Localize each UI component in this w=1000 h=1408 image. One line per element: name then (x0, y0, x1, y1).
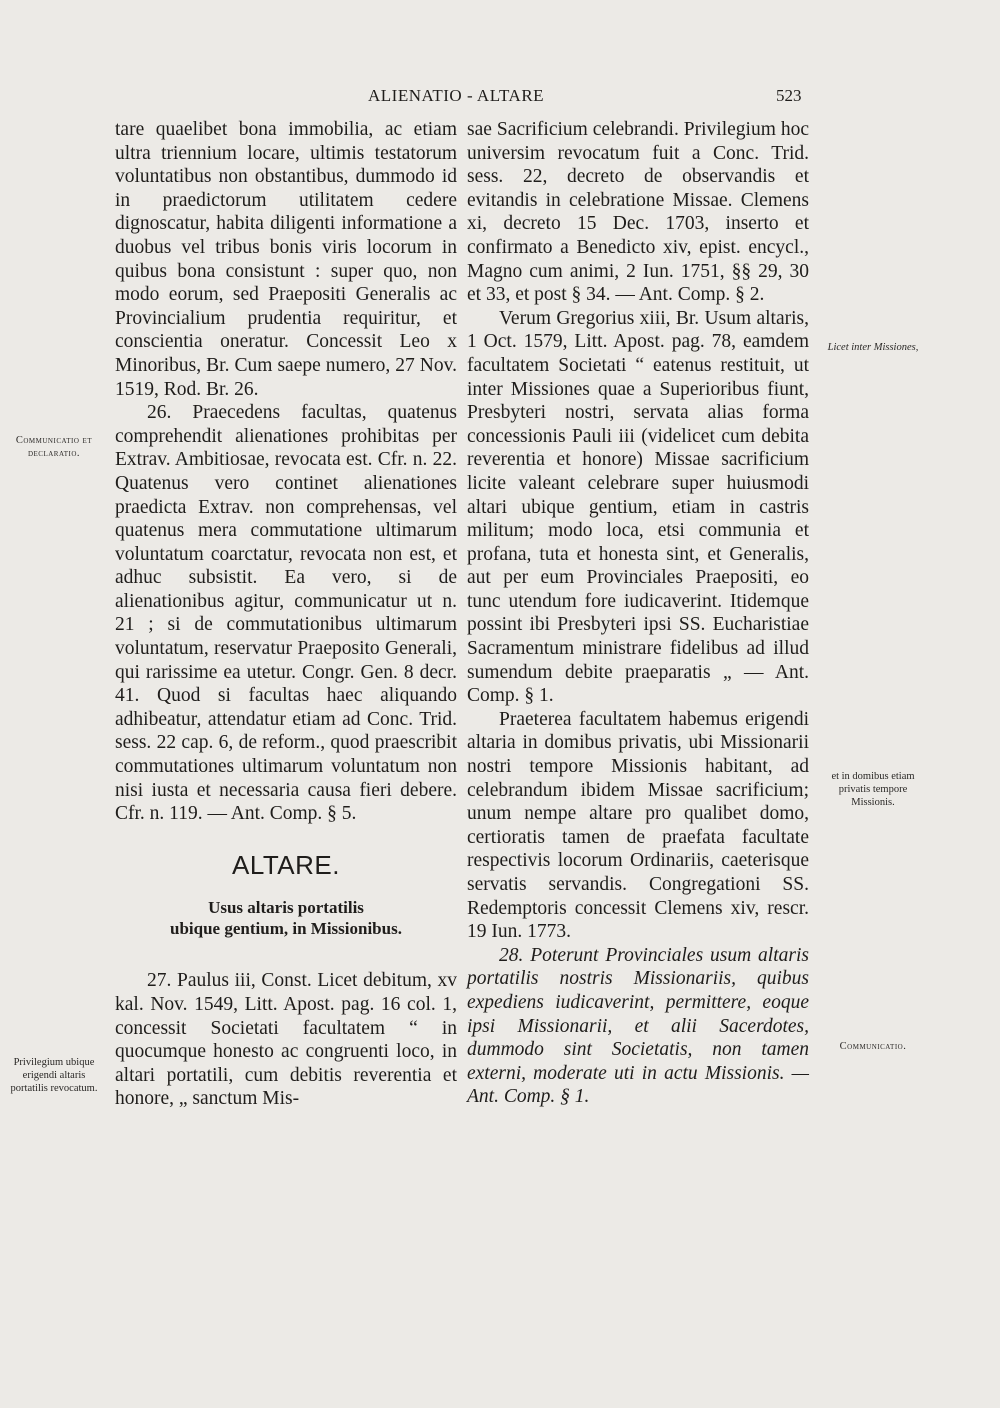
margin-note-left-1: Communicatio et declaratio. (15, 435, 93, 459)
margin-note-left-2: Privilegium ubique erigendi altaris portatilis revocatum. (10, 1057, 98, 1094)
margin-note-right-2: et in domibus etiam privatis tempore Missionis. (831, 771, 915, 808)
section-subheading (115, 897, 457, 939)
subheading-line-1: Usus altaris portatilis (208, 898, 364, 918)
right-paragraph-1: sae Sacrificium celebrandi. Privilegium hoc universim revocatum fuit a Conc. Trid. sess. 22, decreto de observandis et evitandis in celebratione Missae. Clemens xi, decreto 15 Dec. 1703, inserto et confirmato a Benedicto xiv, epist. encycl., Magno cum animi, 2 Iun. 1751, §§ 29, 30 et 33, et post § 34. — Ant. Comp. § 2. (467, 119, 809, 306)
left-column (115, 118, 457, 1111)
margin-note-right-3: Communicatio. (839, 1041, 907, 1052)
left-paragraph-2: 26. Praecedens facultas, quatenus comprehendit alienationes prohibitas per Extrav. Ambitiosae, revocata est. Cfr. n. 22. Quatenus vero continet alienationes praedicta Extrav. non comprehensas, vel quatenus mera commutatione ultimarum voluntatum coarctatur, revocata non est, et adhuc subsistit. Ea vero, si de alienationibus agitur, communicatur ut n. 21 ; si de commutationibus ultimarum voluntatum, reservatur Praeposito Generali, qui rarissime ea utetur. Congr. Gen. 8 decr. 41. Quod si facultas haec aliquando adhibeatur, attendatur etiam ad Conc. Trid. sess. 22 cap. 6, de reform., quod praescribit commutationes ultimarum voluntatum non nisi iusta et necessaria causa fieri debere. Cfr. n. 119. — Ant. Comp. § 5. (115, 402, 457, 825)
page-number: 523 (776, 86, 802, 105)
right-column (467, 118, 809, 1109)
left-paragraph-1: tare quaelibet bona immobilia, ac etiam ultra triennium locare, ultimis testatorum voluntatibus non obstantibus, dummodo id in praedictorum utilitatem cedere dignoscatur, habita diligenti informatione a duobus vel tribus bonis viris locorum in quibus bona consistunt : super quo, non modo eorum, sed Praepositi Generalis ac Provincialium prudentia requiritur, et conscientia oneratur. Concessit Leo x Minoribus, Br. Cum saepe numero, 27 Nov. 1519, Rod. Br. 26. (115, 119, 457, 400)
running-title: ALIENATIO - ALTARE (368, 86, 545, 105)
margin-note-right-1: Licet inter Missiones, (827, 342, 919, 353)
right-paragraph-3: Praeterea facultatem habemus erigendi altaria in domibus privatis, ubi Missionarii nostri tempore Missionis habitant, ad celebrandum ibidem Missae sacrificium; unum nempe altare pro qualibet domo, certioratis tamen de praefata facultate respectivis locorum Ordinariis, caeterisque servatis servandis. Congregationi SS. Redemptoris concessit Clemens xiv, rescr. 19 Iun. 1773. (467, 708, 809, 943)
subheading-line-2: ubique gentium, in Missionibus. (170, 919, 402, 939)
right-paragraph-4: 28. Poterunt Provinciales usum altaris portatilis nostris Missionariis, quibus expediens iudicaverint, permittere, eoque ipsi Missionarii, et alii Sacerdotes, dummodo sint Societatis, non tamen externi, moderate uti in actu Missionis. — Ant. Comp. § 1. (467, 944, 809, 1108)
left-paragraph-3: 27. Paulus iii, Const. Licet debitum, xv kal. Nov. 1549, Litt. Apost. pag. 16 col. 1, concessit Societati facultatem “ in quocumque honesto ac congruenti loco, in altari portatili, cum debitis reverentia et honore, „ sanctum Mis- (115, 970, 457, 1110)
right-paragraph-2: Verum Gregorius xiii, Br. Usum altaris, 1 Oct. 1579, Litt. Apost. pag. 78, eamdem facultatem Societati “ eatenus restituit, ut inter Missiones quae a Superioribus fiunt, Presbyteri nostri, servata alias forma concessionis Pauli iii (videlicet cum debita reverentia et honore) Missae sacrificium licite valeant celebrare super huiusmodi altari ubique gentium, etiam in castris militum; modo loca, etsi communia et profana, tuta et honesta sint, et Generalis, aut per eum Provinciales Praepositi, eo tunc utendum fore iudicaverint. Itidemque possint ibi Presbyteri ipsi SS. Eucharistiae Sacramentum ministrare fidelibus ad illud sumendum debite praeparatis „ — Ant. Comp. § 1. (467, 307, 809, 707)
section-title: ALTARE. (231, 849, 340, 880)
